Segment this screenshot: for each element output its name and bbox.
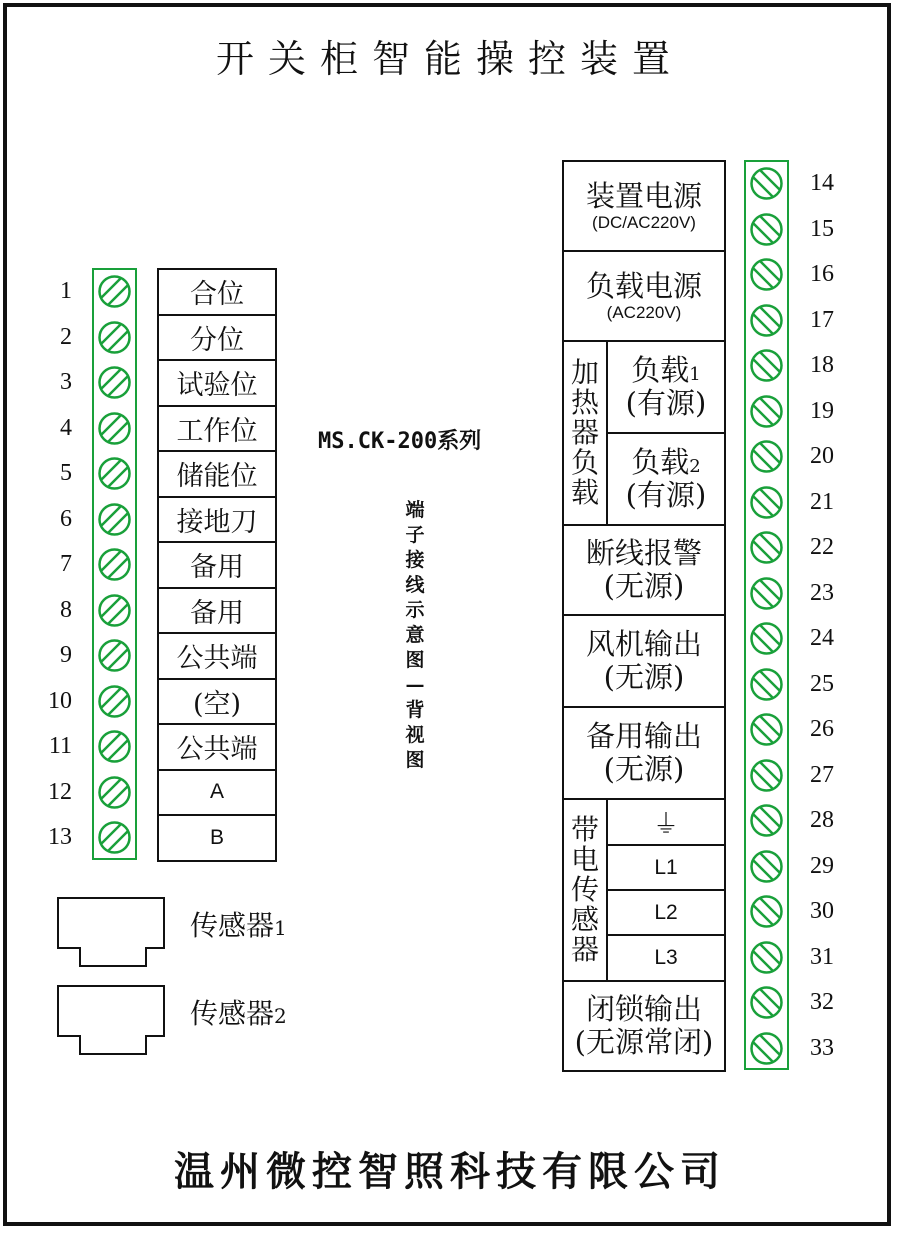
terminal-screw-icon [97, 320, 132, 355]
terminal-screw-icon [749, 621, 784, 656]
terminal-label: 公共端 [157, 632, 277, 680]
live-sensor-char: 感 [570, 903, 599, 936]
terminal-number: 26 [810, 716, 834, 742]
terminal-screw-icon [749, 985, 784, 1020]
caption-char: 接 [405, 549, 425, 571]
terminal-number: 2 [60, 323, 72, 350]
page-title: 开关柜智能操控装置 [215, 37, 684, 81]
break-alarm-label: 断线报警 [585, 535, 702, 570]
terminal-screw-icon [749, 849, 784, 884]
terminal-number: 17 [810, 306, 834, 333]
sensor2-label [190, 992, 287, 1032]
terminal-number: 3 [60, 369, 72, 395]
terminal-screw-icon [749, 348, 784, 383]
left-terminal-strip [92, 268, 137, 860]
heater-load-group [562, 340, 608, 526]
break-alarm-source: (无源) [603, 569, 685, 603]
terminal-number: 8 [60, 596, 72, 623]
terminal-number: 5 [60, 460, 72, 486]
load-power-voltage: (AC220V) [606, 302, 682, 322]
sensor1-label [190, 904, 287, 944]
terminal-screw-icon [97, 411, 132, 446]
caption-char: 示 [405, 599, 425, 621]
load2-label [631, 446, 700, 479]
terminal-number: 12 [48, 778, 72, 805]
terminal-number: 1 [60, 278, 72, 304]
load2-source: (有源) [625, 478, 707, 512]
caption-char: 背 [405, 699, 425, 721]
terminal-screw-icon [749, 758, 784, 793]
terminal-number: 33 [810, 1034, 834, 1061]
terminal-number: 15 [810, 215, 834, 242]
terminal-screw-icon [97, 729, 132, 764]
lock-output-label: 闭锁输出 [585, 991, 702, 1026]
terminal-label: 储能位 [157, 450, 277, 498]
spare-output-block [562, 706, 726, 800]
load-power-block [562, 250, 726, 342]
terminal-screw-icon [749, 712, 784, 747]
sensor2-connector-icon [56, 984, 168, 1056]
fan-output-label: 风机输出 [585, 626, 702, 661]
caption-char: 线 [405, 574, 425, 596]
load2-text: 负载 [631, 444, 690, 479]
caption-char: 图 [405, 649, 425, 671]
terminal-label: 分位 [157, 314, 277, 362]
terminal-number: 7 [60, 551, 72, 577]
spare-output-label: 备用输出 [585, 718, 702, 753]
terminal-label: (空) [157, 678, 277, 726]
live-sensor-char: 传 [570, 873, 599, 906]
terminal-label: 备用 [157, 587, 277, 635]
lock-output-block [562, 980, 726, 1072]
terminal-screw-icon [749, 303, 784, 338]
terminal-screw-icon [97, 547, 132, 582]
terminal-screw-icon [97, 820, 132, 855]
device-power-block [562, 160, 726, 252]
heater-char: 热 [570, 386, 599, 419]
live-sensor-char: 带 [570, 813, 599, 846]
terminal-label: 试验位 [157, 359, 277, 407]
terminal-number: 28 [810, 807, 834, 833]
terminal-number: 21 [810, 488, 834, 515]
terminal-label: 公共端 [157, 723, 277, 771]
terminal-label: 合位 [157, 268, 277, 316]
sensor1-connector-icon [56, 896, 168, 968]
terminal-screw-icon [97, 502, 132, 537]
terminal-screw-icon [97, 274, 132, 309]
terminal-number: 16 [810, 261, 834, 287]
lock-output-source: (无源常闭) [574, 1025, 714, 1059]
fan-output-block [562, 614, 726, 708]
sensor2-text: 传感器 [190, 997, 275, 1030]
terminal-screw-icon [749, 394, 784, 429]
terminal-screw-icon [97, 365, 132, 400]
l2-label: L2 [654, 900, 678, 924]
terminal-number: 19 [810, 397, 834, 424]
load1-source: (有源) [625, 386, 707, 420]
terminal-number: 32 [810, 989, 834, 1015]
device-power-voltage: (DC/AC220V) [592, 212, 696, 232]
terminal-screw-icon [749, 667, 784, 702]
terminal-number: 29 [810, 852, 834, 879]
terminal-number: 23 [810, 579, 834, 606]
terminal-number: 20 [810, 443, 834, 469]
live-sensor-char: 器 [570, 933, 599, 966]
load1-label [631, 354, 700, 387]
fan-output-source: (无源) [603, 660, 685, 694]
terminal-screw-icon [749, 894, 784, 929]
caption-char: 视 [405, 724, 425, 746]
terminal-screw-icon [97, 593, 132, 628]
break-alarm-block [562, 524, 726, 616]
terminal-screw-icon [749, 439, 784, 474]
model-label: MS.CK-200系列 [318, 429, 482, 454]
right-terminal-strip [744, 160, 789, 1070]
terminal-screw-icon [749, 485, 784, 520]
l2-block [606, 889, 726, 936]
terminal-number: 27 [810, 761, 834, 788]
live-sensor-char: 电 [570, 843, 599, 876]
terminal-number: 10 [48, 687, 72, 714]
terminal-screw-icon [749, 1031, 784, 1066]
heater-char: 器 [570, 416, 599, 449]
caption-char: 意 [405, 624, 425, 646]
terminal-screw-icon [749, 257, 784, 292]
terminal-number: 4 [60, 414, 72, 441]
terminal-screw-icon [749, 212, 784, 247]
terminal-screw-icon [97, 775, 132, 810]
terminal-number: 25 [810, 670, 834, 697]
caption-char: 图 [405, 749, 425, 771]
device-power-label: 装置电源 [585, 178, 702, 213]
sensor1-index: 1 [274, 916, 287, 940]
terminal-number: 9 [60, 642, 72, 668]
terminal-label: B [157, 814, 277, 862]
terminal-screw-icon [749, 940, 784, 975]
heater-char: 负 [570, 446, 599, 479]
terminal-label: A [157, 769, 277, 817]
caption-char: 子 [405, 524, 425, 546]
terminal-screw-icon [97, 684, 132, 719]
load2-index: 2 [689, 455, 701, 477]
sensor1-text: 传感器 [190, 909, 275, 942]
terminal-number: 24 [810, 625, 834, 651]
terminal-number: 31 [810, 943, 834, 970]
terminal-screw-icon [97, 456, 132, 491]
caption-char: — [405, 674, 425, 696]
terminal-label: 备用 [157, 541, 277, 589]
l1-label: L1 [654, 855, 678, 879]
heater-char: 加 [570, 356, 599, 389]
ground-block [606, 798, 726, 846]
l1-block [606, 844, 726, 891]
terminal-number: 18 [810, 352, 834, 378]
terminal-screw-icon [749, 166, 784, 201]
terminal-number: 22 [810, 534, 834, 560]
l3-label: L3 [654, 946, 678, 969]
terminal-number: 14 [810, 170, 834, 196]
heater-char: 载 [570, 476, 599, 509]
load2-block [606, 432, 726, 526]
terminal-label: 工作位 [157, 405, 277, 453]
terminal-number: 13 [48, 824, 72, 850]
load1-text: 负载 [631, 352, 690, 387]
terminal-number: 11 [48, 733, 72, 759]
ground-icon: ⏚ [652, 809, 679, 840]
terminal-screw-icon [749, 530, 784, 565]
l3-block [606, 934, 726, 982]
terminal-number: 6 [60, 505, 72, 532]
caption-char: 端 [405, 499, 425, 521]
sensor2-index: 2 [274, 1004, 287, 1028]
live-sensor-group [562, 798, 608, 982]
load-power-label: 负载电源 [585, 268, 702, 303]
terminal-screw-icon [97, 638, 132, 673]
load1-block [606, 340, 726, 434]
diagram-caption-vertical [400, 498, 430, 773]
load1-index: 1 [689, 363, 701, 385]
terminal-number: 30 [810, 898, 834, 924]
spare-output-source: (无源) [603, 752, 685, 786]
company-name: 温州微控智照科技有限公司 [174, 1148, 726, 1195]
terminal-screw-icon [749, 803, 784, 838]
terminal-screw-icon [749, 576, 784, 611]
terminal-label: 接地刀 [157, 496, 277, 544]
